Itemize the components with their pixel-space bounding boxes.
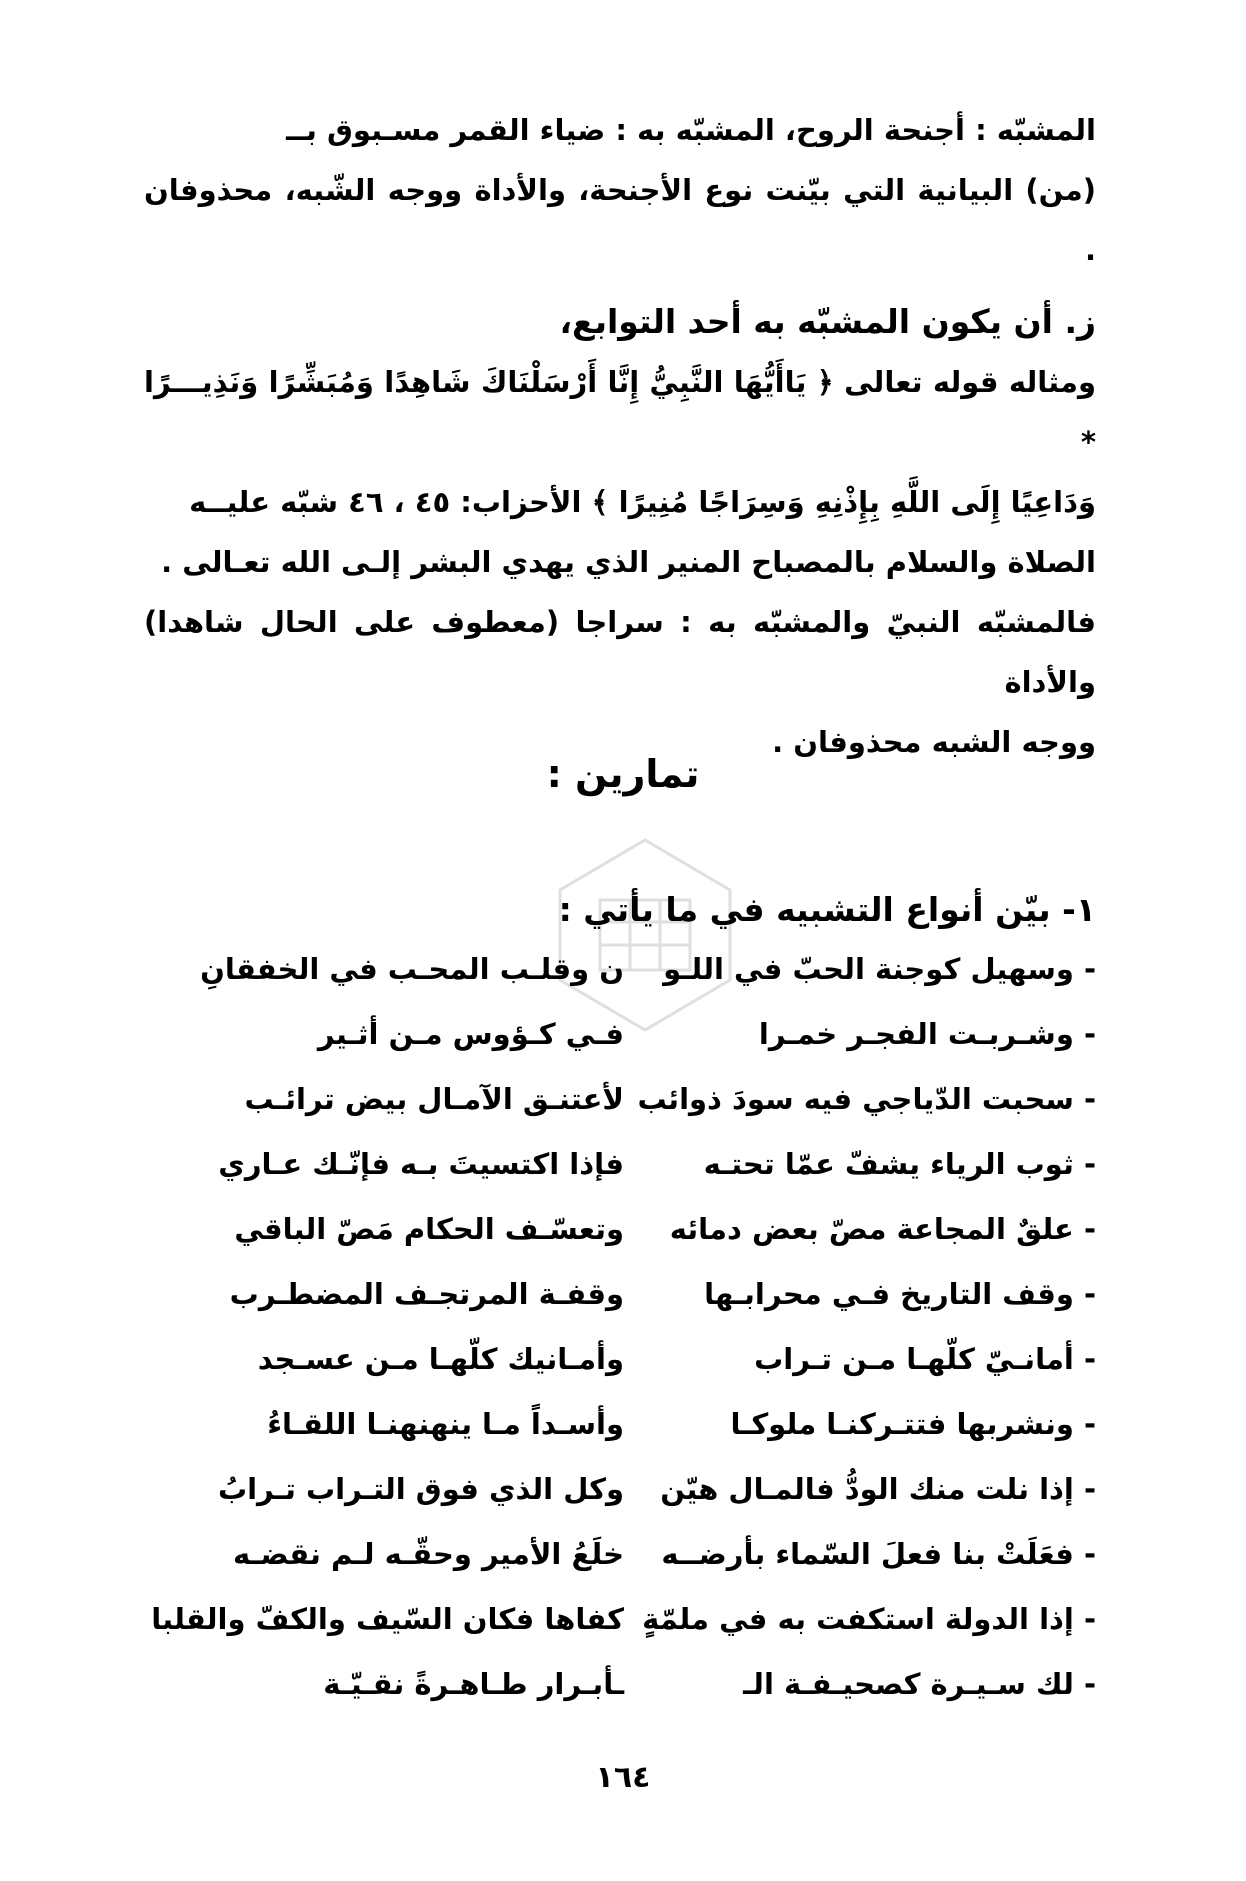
verse-second-hemistich: خلَعُ الأمير وحقّـه لـم نقضـه [233,1537,624,1571]
question-1: ١- بيّن أنواع التشبيه في ما يأتي : [558,890,1096,929]
verse-first-hemistich: - ونشربها فتتـركنـا ملوكـا [730,1407,1096,1441]
paragraph-line: وَدَاعِيًا إِلَى اللَّهِ بِإِذْنِهِ وَسِرَاجًا مُنِيرًا ﴾ الأحزاب: ٤٥ ، ٤٦ شبّه عليــه [189,485,1096,519]
section-z-body [144,352,1096,772]
verse-line [144,1070,1096,1135]
verse-second-hemistich: لأعتنـق الآمـال بيض ترائـب [244,1082,624,1116]
verse-first-hemistich: - فعَلَتْ بنا فعلَ السّماء بأرضــه [661,1537,1096,1571]
verse-line [144,1590,1096,1655]
paragraph-line: المشبّه : أجنحة الروح، المشبّه به : ضياء القمر مسـبوق بــ [286,113,1096,147]
verse-first-hemistich: - لك سـيـرة كصحيـفـة الـ [743,1667,1096,1701]
verse-first-hemistich: - أمانـيّ كلّهـا مـن تـراب [754,1342,1096,1376]
verse-second-hemistich: ـأبـرار طـاهـرةً نقـيّـة [323,1667,624,1701]
verse-first-hemistich: - سحبت الدّياجي فيه سودَ ذوائب [637,1082,1096,1116]
verse-first-hemistich: - وشـربـت الفجـر خمـرا [758,1017,1096,1051]
verse-second-hemistich: ن وقلـب المحـب في الخفقانِ [200,952,624,986]
verse-first-hemistich: - وقف التاريخ فـي محرابـها [704,1277,1096,1311]
verse-line [144,1005,1096,1070]
verse-second-hemistich: وأمـانيك كلّهـا مـن عسـجد [257,1342,624,1376]
verse-second-hemistich: فإذا اكتسيتَ بـه فإنّـك عـاري [218,1147,624,1181]
verse-line [144,1330,1096,1395]
verse-second-hemistich: وكل الذي فوق التـراب تـرابُ [217,1472,624,1506]
verse-line [144,1135,1096,1200]
verse-line [144,1525,1096,1590]
paragraph-line: ووجه الشبه محذوفان . [772,725,1096,759]
paragraph-line: الصلاة والسلام بالمصباح المنير الذي يهدي البشر إلـى الله تعـالى . [161,545,1096,579]
verse-line [144,1395,1096,1460]
verse-line [144,1460,1096,1525]
verse-first-hemistich: - ثوب الرياء يشفّ عمّا تحتـه [703,1147,1096,1181]
verse-line [144,1200,1096,1265]
verse-second-hemistich: فـي كـؤوس مـن أثـير [317,1017,624,1051]
paragraph-line: فالمشبّه النبيّ والمشبّه به : سراجا (معطوف على الحال شاهدا) والأداة [144,605,1096,699]
verse-second-hemistich: وتعسّـف الحكام مَصّ الباقي [234,1212,624,1246]
verse-line [144,1655,1096,1720]
paragraph-line: (من) البيانية التي بيّنت نوع الأجنحة، والأداة ووجه الشّبه، محذوفان . [144,173,1096,267]
paragraph-line: ومثاله قوله تعالى ﴿ يَاأَيُّهَا النَّبِيُّ إِنَّا أَرْسَلْنَاكَ شَاهِدًا وَمُبَشِّرًا وَنَذِيـــرًا * [144,365,1096,459]
paragraph-continued [144,100,1096,280]
section-heading-z: ز. أن يكون المشبّه به أحد التوابع، [559,302,1096,341]
verse-first-hemistich: - إذا الدولة استكفت به في ملمّةٍ [642,1602,1096,1636]
verse-first-hemistich: - علقٌ المجاعة مصّ بعض دمائه [669,1212,1096,1246]
verse-second-hemistich: وقفـة المرتجـف المضطـرب [229,1277,624,1311]
verse-line [144,1265,1096,1330]
verse-first-hemistich: - وسهيل كوجنة الحبّ في اللـو [663,952,1096,986]
verse-second-hemistich: وأسـداً مـا ينهنهنـا اللقـاءُ [267,1407,624,1441]
verse-list [144,940,1096,1720]
page-number: ١٦٤ [595,1760,651,1795]
verse-line [144,940,1096,1005]
verse-first-hemistich: - إذا نلت منك الودُّ فالمـال هيّن [660,1472,1096,1506]
exercises-title: تمارين : [546,752,700,796]
verse-second-hemistich: كفاها فكان السّيف والكفّ والقلبا [151,1602,624,1636]
